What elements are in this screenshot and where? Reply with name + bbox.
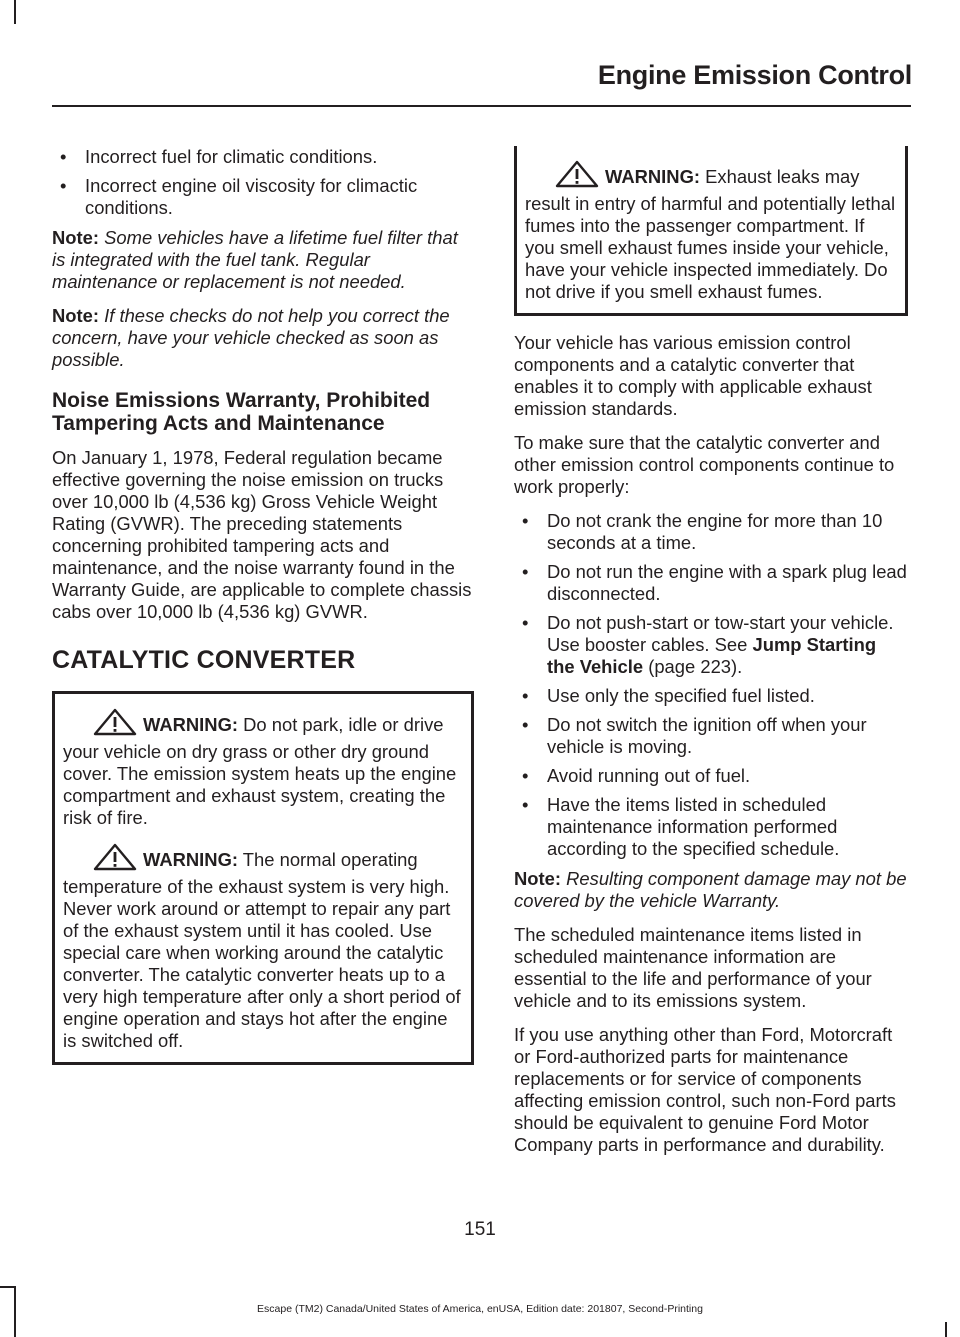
warning-triangle-icon: [93, 843, 137, 876]
catalytic-care-intro: To make sure that the catalytic converter and other emission control components continue to work properly:: [514, 432, 895, 497]
footer-edition-info: Escape (TM2) Canada/United States of America, enUSA, Edition date: 201807, Second-Printing: [257, 1303, 703, 1315]
warning-text: Exhaust leaks may result in entry of harmful and potentially lethal fumes into the passenger compartment. If you smell exhaust fumes inside your vehicle, have your vehicle inspected immediately. Do not drive if you smell exhaust fumes.: [525, 166, 896, 302]
emission-components-paragraph: Your vehicle has various emission control components and a catalytic converter that enables it to comply with applicable exhaust emission standards.: [514, 332, 872, 419]
warning-triangle-icon: [555, 160, 599, 193]
warning-text: Do not park, idle or drive your vehicle on dry grass or other dry ground cover. The emission system heats up the engine compartment and exhaust system, creating the risk of fire.: [63, 714, 457, 828]
list-item: • Do not run the engine with a spark plug lead disconnected.: [514, 561, 908, 605]
page-reference: (page 223).: [643, 656, 743, 677]
note-component-damage: [514, 868, 908, 912]
list-item: [514, 612, 908, 678]
note-label: Note:: [52, 227, 99, 248]
warning-fire-risk: [63, 708, 465, 829]
note-label: Note:: [52, 305, 99, 326]
catalytic-converter-heading: CATALYTIC CONVERTER: [52, 646, 356, 674]
non-ford-parts-paragraph: If you use anything other than Ford, Motorcraft or Ford-authorized parts for maintenance replacements or for service of components affecting emission control, such non-Ford parts should be equivalent to genuine Ford Motor Company parts in performance and durability.: [514, 1024, 896, 1155]
left-bullet-list: [52, 146, 474, 219]
list-item: • Avoid running out of fuel.: [514, 765, 908, 787]
list-item: • Incorrect fuel for climatic conditions.: [52, 146, 474, 168]
note-lifetime-fuel-filter: [52, 227, 474, 293]
note-text: Some vehicles have a lifetime fuel filter that is integrated with the fuel tank. Regular maintenance or replacement is not needed.: [52, 227, 458, 292]
bullet-text: Do not push-start or tow-start your vehicle. Use booster cables. See: [547, 612, 894, 655]
page-number: 151: [464, 1219, 496, 1240]
jump-starting-link[interactable]: Jump Starting the Vehicle: [547, 634, 877, 677]
warning-exhaust-leaks: [525, 160, 899, 303]
warning-box-right: [514, 146, 908, 316]
note-label: Note:: [514, 868, 561, 889]
list-item: • Do not switch the ignition off when your vehicle is moving.: [514, 714, 908, 758]
list-item: • Incorrect engine oil viscosity for climactic conditions.: [52, 175, 474, 219]
warning-box-left: [52, 691, 474, 1065]
note-text: If these checks do not help you correct the concern, have your vehicle checked as soon as possible.: [52, 305, 450, 370]
crop-mark-bottom-right: [945, 1322, 947, 1337]
noise-emissions-heading: Noise Emissions Warranty, Prohibited Tampering Acts and Maintenance: [52, 389, 431, 435]
warning-label: WARNING:: [143, 714, 239, 735]
warning-exhaust-temperature: [63, 843, 465, 1052]
note-checks: [52, 305, 474, 371]
scheduled-maintenance-paragraph: The scheduled maintenance items listed in scheduled maintenance information are essential to the life and performance of your vehicle and to its emissions system.: [514, 924, 872, 1011]
warning-label: WARNING:: [143, 849, 239, 870]
list-item: • Use only the specified fuel listed.: [514, 685, 908, 707]
warning-triangle-icon: [93, 708, 137, 741]
left-column: [52, 146, 474, 1081]
page-header-title: Engine Emission Control: [597, 60, 912, 90]
note-text: Resulting component damage may not be covered by the vehicle Warranty.: [514, 868, 907, 911]
warning-label: WARNING:: [605, 166, 701, 187]
list-item: • Have the items listed in scheduled maintenance information performed according to the specified schedule.: [514, 794, 908, 860]
list-item: • Do not crank the engine for more than 10 seconds at a time.: [514, 510, 908, 554]
warning-text: The normal operating temperature of the exhaust system is very high. Never work around or attempt to repair any part of the exhaust system until it has cooled. Use special care when working around the catalytic converter. The catalytic converter heats up to a very high temperature after only a short period of engine operation and stays hot after the engine is switched off.: [63, 849, 461, 1051]
noise-emissions-paragraph: On January 1, 1978, Federal regulation became effective governing the noise emission on trucks over 10,000 lb (4,536 kg) Gross Vehicle Weight Rating (GVWR). The preceding statements concerning prohibited tampering acts and maintenance, and the noise warranty found in the Warranty Guide, are applicable to complete chassis cabs over 10,000 lb (4,536 kg) GVWR.: [52, 447, 472, 622]
right-column: [514, 146, 908, 1168]
header-rule: [52, 105, 911, 107]
crop-mark-bottom-left-h: [0, 1286, 16, 1288]
right-bullet-list: [514, 510, 908, 860]
crop-mark-top-left: [14, 0, 16, 24]
